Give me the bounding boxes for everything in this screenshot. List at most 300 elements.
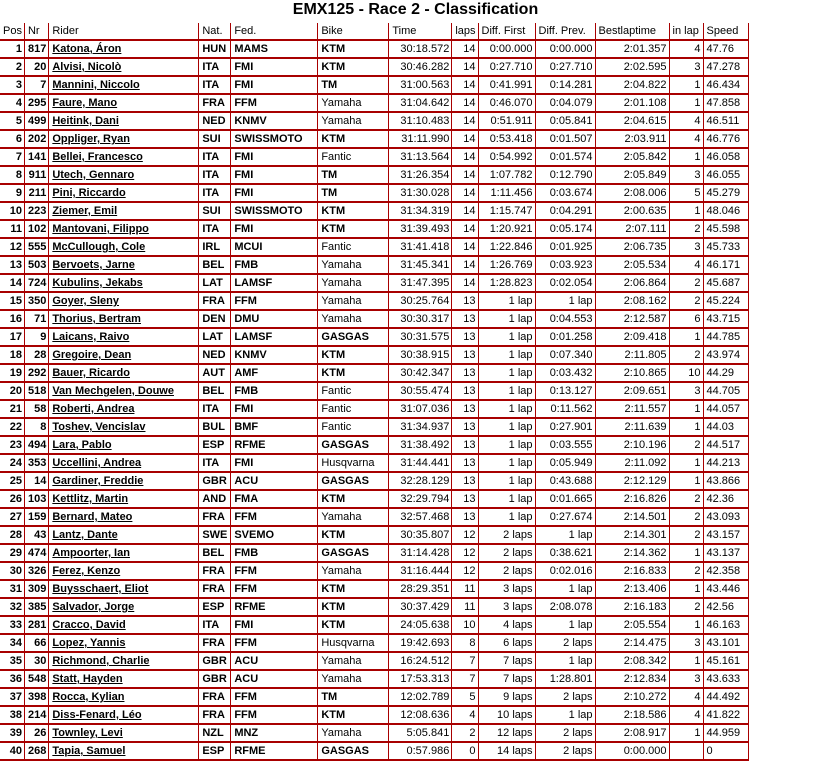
cell-bike: GASGAS xyxy=(318,545,389,563)
table-row xyxy=(0,365,749,383)
cell-speed: 43.866 xyxy=(704,473,749,491)
cell-pos: 5 xyxy=(0,113,25,131)
cell-nr: 281 xyxy=(25,617,49,635)
rider-link[interactable]: Kettlitz, Martin xyxy=(52,493,129,505)
cell-pos: 26 xyxy=(0,491,25,509)
cell-bike: Yamaha xyxy=(318,257,389,275)
cell-laps: 0 xyxy=(452,743,478,761)
cell-laps: 14 xyxy=(452,77,478,95)
cell-diff-first: 1:22.846 xyxy=(479,239,536,257)
cell-diff-first: 1 lap xyxy=(479,509,536,527)
cell-pos: 17 xyxy=(0,329,25,347)
cell-laps: 5 xyxy=(452,689,478,707)
cell-diff-prev: 0:04.553 xyxy=(536,311,596,329)
cell-bike: Yamaha xyxy=(318,293,389,311)
cell-laps: 14 xyxy=(452,239,478,257)
cell-nat: FRA xyxy=(199,95,231,113)
cell-laps: 13 xyxy=(452,347,478,365)
rider-link[interactable]: Alvisi, Nicolò xyxy=(52,61,122,73)
rider-link[interactable]: Lantz, Dante xyxy=(52,529,118,541)
cell-bike: Yamaha xyxy=(318,509,389,527)
cell-diff-prev: 0:05.949 xyxy=(536,455,596,473)
cell-nr: 295 xyxy=(25,95,49,113)
cell-bestlaptime: 2:01.357 xyxy=(596,41,670,59)
cell-bestlaptime: 2:08.342 xyxy=(596,653,670,671)
cell-fed: FMI xyxy=(231,401,318,419)
cell-in-lap: 3 xyxy=(670,239,704,257)
cell-speed: 43.446 xyxy=(704,581,749,599)
cell-bike: KTM xyxy=(318,527,389,545)
cell-rider xyxy=(49,725,199,743)
cell-nat: ITA xyxy=(199,167,231,185)
cell-nr: 268 xyxy=(25,743,49,761)
table-row xyxy=(0,293,749,311)
cell-pos: 29 xyxy=(0,545,25,563)
col-header-bestlaptime: Bestlaptime xyxy=(596,23,670,41)
rider-link[interactable]: Gardiner, Freddie xyxy=(52,475,144,487)
rider-link[interactable]: Ziemer, Emil xyxy=(52,205,118,217)
rider-link[interactable]: Bernard, Mateo xyxy=(52,511,133,523)
cell-rider xyxy=(49,509,199,527)
cell-time: 30:31.575 xyxy=(389,329,452,347)
cell-pos: 20 xyxy=(0,383,25,401)
cell-pos: 4 xyxy=(0,95,25,113)
cell-diff-first: 3 laps xyxy=(479,581,536,599)
rider-link[interactable]: Bauer, Ricardo xyxy=(52,367,130,379)
cell-rider xyxy=(49,635,199,653)
cell-fed: RFME xyxy=(231,599,318,617)
cell-nat: GBR xyxy=(199,671,231,689)
cell-nat: GBR xyxy=(199,473,231,491)
cell-bestlaptime: 2:11.805 xyxy=(596,347,670,365)
cell-diff-first: 10 laps xyxy=(479,707,536,725)
cell-bestlaptime: 2:10.196 xyxy=(596,437,670,455)
cell-laps: 14 xyxy=(452,221,478,239)
cell-diff-first: 2 laps xyxy=(479,527,536,545)
cell-fed: SWISSMOTO xyxy=(231,203,318,221)
cell-diff-prev: 0:04.291 xyxy=(536,203,596,221)
cell-nat: NZL xyxy=(199,725,231,743)
cell-time: 31:14.428 xyxy=(389,545,452,563)
cell-rider xyxy=(49,581,199,599)
cell-nr: 518 xyxy=(25,383,49,401)
cell-bestlaptime: 2:16.833 xyxy=(596,563,670,581)
table-row xyxy=(0,707,749,725)
cell-laps: 13 xyxy=(452,311,478,329)
cell-speed: 44.03 xyxy=(704,419,749,437)
cell-pos: 18 xyxy=(0,347,25,365)
cell-fed: SWISSMOTO xyxy=(231,131,318,149)
cell-bestlaptime: 2:11.092 xyxy=(596,455,670,473)
cell-nat: SUI xyxy=(199,203,231,221)
cell-nat: FRA xyxy=(199,563,231,581)
cell-time: 12:08.636 xyxy=(389,707,452,725)
cell-nr: 309 xyxy=(25,581,49,599)
cell-diff-first: 12 laps xyxy=(479,725,536,743)
cell-speed: 42.36 xyxy=(704,491,749,509)
cell-bestlaptime: 2:05.554 xyxy=(596,617,670,635)
table-row xyxy=(0,725,749,743)
cell-rider xyxy=(49,149,199,167)
cell-nat: ITA xyxy=(199,149,231,167)
table-row xyxy=(0,473,749,491)
cell-laps: 7 xyxy=(452,653,478,671)
cell-in-lap: 3 xyxy=(670,383,704,401)
cell-diff-prev: 0:38.621 xyxy=(536,545,596,563)
cell-in-lap: 2 xyxy=(670,293,704,311)
cell-diff-first: 0:53.418 xyxy=(479,131,536,149)
rider-link[interactable]: Bellei, Francesco xyxy=(52,151,143,163)
cell-fed: SVEMO xyxy=(231,527,318,545)
cell-bike: Yamaha xyxy=(318,311,389,329)
rider-link[interactable]: Statt, Hayden xyxy=(52,673,123,685)
cell-pos: 21 xyxy=(0,401,25,419)
rider-link[interactable]: Bervoets, Jarne xyxy=(52,259,135,271)
rider-link[interactable]: Rocca, Kylian xyxy=(52,691,125,703)
cell-speed: 45.161 xyxy=(704,653,749,671)
rider-link[interactable]: Mantovani, Filippo xyxy=(52,223,149,235)
cell-bestlaptime: 2:03.911 xyxy=(596,131,670,149)
cell-laps: 14 xyxy=(452,59,478,77)
cell-bestlaptime: 2:09.418 xyxy=(596,329,670,347)
cell-in-lap: 4 xyxy=(670,131,704,149)
cell-rider xyxy=(49,671,199,689)
cell-pos: 40 xyxy=(0,743,25,761)
cell-nr: 102 xyxy=(25,221,49,239)
table-row xyxy=(0,257,749,275)
cell-bestlaptime: 2:08.162 xyxy=(596,293,670,311)
cell-time: 31:26.354 xyxy=(389,167,452,185)
col-header-rider: Rider xyxy=(49,23,199,41)
col-header-fed: Fed. xyxy=(231,23,318,41)
cell-bestlaptime: 2:05.534 xyxy=(596,257,670,275)
rider-link[interactable]: Thorius, Bertram xyxy=(52,313,141,325)
rider-link[interactable]: Oppliger, Ryan xyxy=(52,133,130,145)
cell-pos: 38 xyxy=(0,707,25,725)
cell-time: 17:53.313 xyxy=(389,671,452,689)
cell-laps: 13 xyxy=(452,473,478,491)
rider-link[interactable]: Ferez, Kenzo xyxy=(52,565,121,577)
cell-pos: 12 xyxy=(0,239,25,257)
table-row xyxy=(0,581,749,599)
cell-diff-prev: 2 laps xyxy=(536,725,596,743)
cell-diff-first: 1 lap xyxy=(479,365,536,383)
table-row xyxy=(0,77,749,95)
rider-link[interactable]: Van Mechgelen, Douwe xyxy=(52,385,174,397)
cell-speed: 42.358 xyxy=(704,563,749,581)
cell-speed: 45.733 xyxy=(704,239,749,257)
cell-pos: 30 xyxy=(0,563,25,581)
cell-bike: KTM xyxy=(318,59,389,77)
rider-link[interactable]: Salvador, Jorge xyxy=(52,601,135,613)
cell-bestlaptime: 2:07.111 xyxy=(596,221,670,239)
col-header-nat: Nat. xyxy=(199,23,231,41)
cell-bike: Fantic xyxy=(318,419,389,437)
cell-bike: TM xyxy=(318,167,389,185)
cell-bike: TM xyxy=(318,185,389,203)
cell-pos: 36 xyxy=(0,671,25,689)
cell-fed: FMI xyxy=(231,221,318,239)
cell-diff-prev: 0:00.000 xyxy=(536,41,596,59)
col-header-bike: Bike xyxy=(318,23,389,41)
cell-bestlaptime: 2:16.826 xyxy=(596,491,670,509)
table-row xyxy=(0,437,749,455)
cell-bike: KTM xyxy=(318,365,389,383)
cell-pos: 25 xyxy=(0,473,25,491)
rider-link[interactable]: Heitink, Dani xyxy=(52,115,119,127)
cell-laps: 13 xyxy=(452,365,478,383)
cell-bestlaptime: 2:12.587 xyxy=(596,311,670,329)
cell-fed: FMB xyxy=(231,545,318,563)
cell-diff-first: 9 laps xyxy=(479,689,536,707)
cell-nr: 58 xyxy=(25,401,49,419)
cell-bike: KTM xyxy=(318,707,389,725)
cell-diff-prev: 0:01.258 xyxy=(536,329,596,347)
cell-bike: KTM xyxy=(318,41,389,59)
cell-diff-prev: 1 lap xyxy=(536,707,596,725)
cell-rider xyxy=(49,527,199,545)
cell-bestlaptime: 2:11.639 xyxy=(596,419,670,437)
cell-diff-prev: 0:27.901 xyxy=(536,419,596,437)
rider-link[interactable]: Gregoire, Dean xyxy=(52,349,132,361)
cell-fed: FMA xyxy=(231,491,318,509)
cell-pos: 16 xyxy=(0,311,25,329)
cell-in-lap: 3 xyxy=(670,167,704,185)
cell-rider xyxy=(49,653,199,671)
table-row xyxy=(0,149,749,167)
cell-diff-first: 1:11.456 xyxy=(479,185,536,203)
cell-diff-prev: 0:03.674 xyxy=(536,185,596,203)
cell-fed: FMI xyxy=(231,455,318,473)
rider-link[interactable]: Uccellini, Andrea xyxy=(52,457,142,469)
cell-diff-prev: 1 lap xyxy=(536,617,596,635)
table-row xyxy=(0,329,749,347)
table-row xyxy=(0,95,749,113)
cell-diff-first: 1 lap xyxy=(479,473,536,491)
cell-diff-prev: 2 laps xyxy=(536,743,596,761)
cell-rider xyxy=(49,599,199,617)
cell-diff-prev: 0:03.923 xyxy=(536,257,596,275)
cell-diff-first: 6 laps xyxy=(479,635,536,653)
cell-rider xyxy=(49,401,199,419)
cell-in-lap: 1 xyxy=(670,617,704,635)
rider-link[interactable]: Buysschaert, Eliot xyxy=(52,583,149,595)
cell-speed: 47.278 xyxy=(704,59,749,77)
cell-pos: 24 xyxy=(0,455,25,473)
cell-rider xyxy=(49,131,199,149)
cell-diff-first: 1 lap xyxy=(479,401,536,419)
cell-pos: 7 xyxy=(0,149,25,167)
cell-laps: 13 xyxy=(452,383,478,401)
cell-rider xyxy=(49,167,199,185)
cell-laps: 2 xyxy=(452,725,478,743)
rider-link[interactable]: Faure, Mano xyxy=(52,97,118,109)
cell-in-lap: 2 xyxy=(670,221,704,239)
rider-link[interactable]: Townley, Levi xyxy=(52,727,123,739)
cell-nr: 30 xyxy=(25,653,49,671)
cell-in-lap: 1 xyxy=(670,401,704,419)
rider-link[interactable]: Mannini, Niccolo xyxy=(52,79,140,91)
cell-in-lap: 3 xyxy=(670,59,704,77)
cell-in-lap: 1 xyxy=(670,419,704,437)
cell-nr: 326 xyxy=(25,563,49,581)
rider-link[interactable]: Katona, Áron xyxy=(52,43,122,55)
cell-time: 31:04.642 xyxy=(389,95,452,113)
cell-diff-first: 2 laps xyxy=(479,563,536,581)
rider-link[interactable]: Pini, Riccardo xyxy=(52,187,126,199)
table-row xyxy=(0,383,749,401)
cell-speed: 46.776 xyxy=(704,131,749,149)
cell-rider xyxy=(49,275,199,293)
cell-nr: 353 xyxy=(25,455,49,473)
cell-bestlaptime: 2:04.822 xyxy=(596,77,670,95)
cell-nat: HUN xyxy=(199,41,231,59)
cell-bike: KTM xyxy=(318,221,389,239)
rider-link[interactable]: Kubulins, Jekabs xyxy=(52,277,143,289)
rider-link[interactable]: Roberti, Andrea xyxy=(52,403,135,415)
cell-diff-prev: 1 lap xyxy=(536,293,596,311)
cell-pos: 2 xyxy=(0,59,25,77)
cell-laps: 13 xyxy=(452,509,478,527)
rider-link[interactable]: Diss-Fenard, Léo xyxy=(52,709,142,721)
cell-time: 31:13.564 xyxy=(389,149,452,167)
cell-rider xyxy=(49,743,199,761)
cell-speed: 43.157 xyxy=(704,527,749,545)
cell-time: 31:38.492 xyxy=(389,437,452,455)
cell-diff-first: 7 laps xyxy=(479,653,536,671)
cell-diff-prev: 0:01.925 xyxy=(536,239,596,257)
table-row xyxy=(0,185,749,203)
cell-diff-first: 0:27.710 xyxy=(479,59,536,77)
cell-time: 30:42.347 xyxy=(389,365,452,383)
cell-speed: 46.163 xyxy=(704,617,749,635)
cell-diff-prev: 0:27.710 xyxy=(536,59,596,77)
cell-speed: 44.213 xyxy=(704,455,749,473)
cell-nat: SUI xyxy=(199,131,231,149)
cell-bestlaptime: 2:11.557 xyxy=(596,401,670,419)
cell-speed: 44.492 xyxy=(704,689,749,707)
cell-diff-prev: 2 laps xyxy=(536,689,596,707)
rider-link[interactable]: Richmond, Charlie xyxy=(52,655,150,667)
cell-diff-first: 1 lap xyxy=(479,491,536,509)
cell-fed: MNZ xyxy=(231,725,318,743)
cell-bike: TM xyxy=(318,77,389,95)
cell-laps: 14 xyxy=(452,257,478,275)
cell-in-lap: 1 xyxy=(670,653,704,671)
cell-speed: 44.517 xyxy=(704,437,749,455)
cell-diff-prev: 0:03.432 xyxy=(536,365,596,383)
cell-in-lap: 2 xyxy=(670,509,704,527)
rider-link[interactable]: Utech, Gennaro xyxy=(52,169,135,181)
table-row xyxy=(0,599,749,617)
cell-laps: 11 xyxy=(452,599,478,617)
cell-nat: ESP xyxy=(199,743,231,761)
cell-fed: LAMSF xyxy=(231,329,318,347)
cell-rider xyxy=(49,347,199,365)
cell-diff-first: 1 lap xyxy=(479,419,536,437)
cell-fed: MAMS xyxy=(231,41,318,59)
cell-diff-first: 14 laps xyxy=(479,743,536,761)
cell-speed: 43.093 xyxy=(704,509,749,527)
cell-laps: 11 xyxy=(452,581,478,599)
cell-nat: FRA xyxy=(199,635,231,653)
cell-in-lap: 1 xyxy=(670,95,704,113)
cell-nr: 385 xyxy=(25,599,49,617)
rider-link[interactable]: Goyer, Sleny xyxy=(52,295,119,307)
rider-link[interactable]: Tapia, Samuel xyxy=(52,745,126,757)
rider-link[interactable]: Laicans, Raivo xyxy=(52,331,130,343)
table-row xyxy=(0,59,749,77)
cell-diff-prev: 0:14.281 xyxy=(536,77,596,95)
cell-nr: 499 xyxy=(25,113,49,131)
cell-diff-first: 1 lap xyxy=(479,437,536,455)
cell-diff-prev: 0:12.790 xyxy=(536,167,596,185)
cell-pos: 6 xyxy=(0,131,25,149)
rider-link[interactable]: Lara, Pablo xyxy=(52,439,112,451)
cell-nr: 9 xyxy=(25,329,49,347)
cell-fed: FMB xyxy=(231,383,318,401)
cell-laps: 14 xyxy=(452,113,478,131)
rider-link[interactable]: Toshev, Vencislav xyxy=(52,421,146,433)
cell-in-lap: 4 xyxy=(670,41,704,59)
cell-in-lap: 4 xyxy=(670,707,704,725)
cell-laps: 14 xyxy=(452,185,478,203)
cell-bestlaptime: 2:08.006 xyxy=(596,185,670,203)
cell-time: 31:10.483 xyxy=(389,113,452,131)
cell-pos: 11 xyxy=(0,221,25,239)
cell-bestlaptime: 2:09.651 xyxy=(596,383,670,401)
cell-time: 16:24.512 xyxy=(389,653,452,671)
table-row xyxy=(0,167,749,185)
cell-bike: GASGAS xyxy=(318,473,389,491)
cell-time: 31:16.444 xyxy=(389,563,452,581)
cell-nat: FRA xyxy=(199,293,231,311)
cell-pos: 3 xyxy=(0,77,25,95)
cell-diff-first: 0:00.000 xyxy=(479,41,536,59)
cell-fed: RFME xyxy=(231,437,318,455)
cell-pos: 32 xyxy=(0,599,25,617)
cell-bestlaptime: 2:14.362 xyxy=(596,545,670,563)
table-row xyxy=(0,239,749,257)
cell-fed: FMI xyxy=(231,185,318,203)
rider-link[interactable]: McCullough, Cole xyxy=(52,241,146,253)
rider-link[interactable]: Lopez, Yannis xyxy=(52,637,126,649)
rider-link[interactable]: Cracco, David xyxy=(52,619,126,631)
cell-fed: FMI xyxy=(231,59,318,77)
cell-speed: 45.224 xyxy=(704,293,749,311)
cell-nat: LAT xyxy=(199,275,231,293)
cell-nr: 548 xyxy=(25,671,49,689)
cell-diff-prev: 0:27.674 xyxy=(536,509,596,527)
cell-laps: 13 xyxy=(452,293,478,311)
cell-laps: 14 xyxy=(452,167,478,185)
cell-bestlaptime: 2:14.475 xyxy=(596,635,670,653)
cell-nat: AUT xyxy=(199,365,231,383)
cell-rider xyxy=(49,329,199,347)
cell-nat: ITA xyxy=(199,185,231,203)
cell-pos: 34 xyxy=(0,635,25,653)
cell-time: 31:11.990 xyxy=(389,131,452,149)
cell-nat: FRA xyxy=(199,707,231,725)
cell-bike: Fantic xyxy=(318,239,389,257)
cell-time: 0:57.986 xyxy=(389,743,452,761)
cell-nr: 494 xyxy=(25,437,49,455)
cell-time: 19:42.693 xyxy=(389,635,452,653)
rider-link[interactable]: Ampoorter, Ian xyxy=(52,547,130,559)
cell-nat: GBR xyxy=(199,653,231,671)
cell-bestlaptime: 2:05.842 xyxy=(596,149,670,167)
cell-diff-prev: 0:03.555 xyxy=(536,437,596,455)
